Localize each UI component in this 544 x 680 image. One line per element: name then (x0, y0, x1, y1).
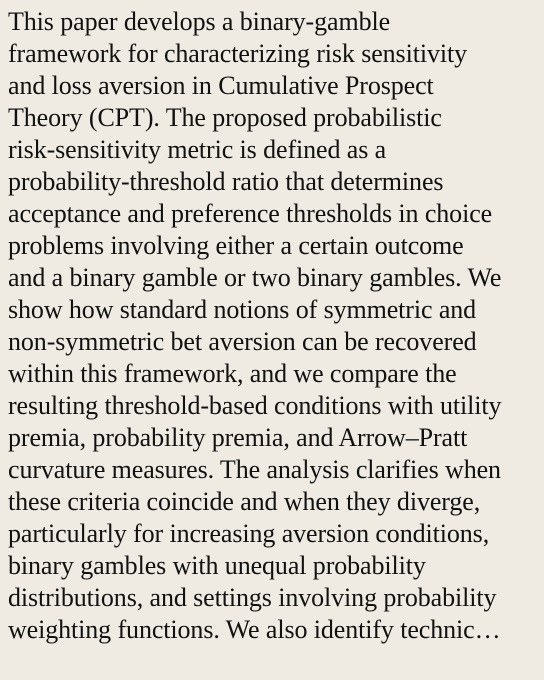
text-line: non-symmetric bet aversion can be recovered (8, 327, 477, 356)
abstract-text (8, 6, 536, 646)
text-line: and a binary gamble or two binary gambles. We (8, 263, 502, 292)
text-line: risk-sensitivity metric is defined as a (8, 135, 387, 164)
text-line: This paper develops a binary-gamble (8, 7, 391, 36)
text-line: probability-threshold ratio that determines (8, 167, 444, 196)
text-line: weighting functions. We also identify technic… (8, 615, 501, 644)
text-line: distributions, and settings involving probability (8, 583, 497, 612)
text-line: binary gambles with unequal probability (8, 551, 426, 580)
text-line: framework for characterizing risk sensitivity (8, 39, 467, 68)
text-line: problems involving either a certain outcome (8, 231, 464, 260)
text-line: acceptance and preference thresholds in choice (8, 199, 493, 228)
text-line: these criteria coincide and when they diverge, (8, 487, 481, 516)
text-line: particularly for increasing aversion conditions, (8, 519, 490, 548)
text-line: premia, probability premia, and Arrow–Pratt (8, 423, 468, 452)
text-line: Theory (CPT). The proposed probabilistic (8, 103, 442, 132)
text-line: curvature measures. The analysis clarifies when (8, 455, 501, 484)
text-line: resulting threshold-based conditions with utility (8, 391, 502, 420)
text-line: and loss aversion in Cumulative Prospect (8, 71, 434, 100)
text-line: within this framework, and we compare the (8, 359, 457, 388)
text-line: show how standard notions of symmetric and (8, 295, 477, 324)
